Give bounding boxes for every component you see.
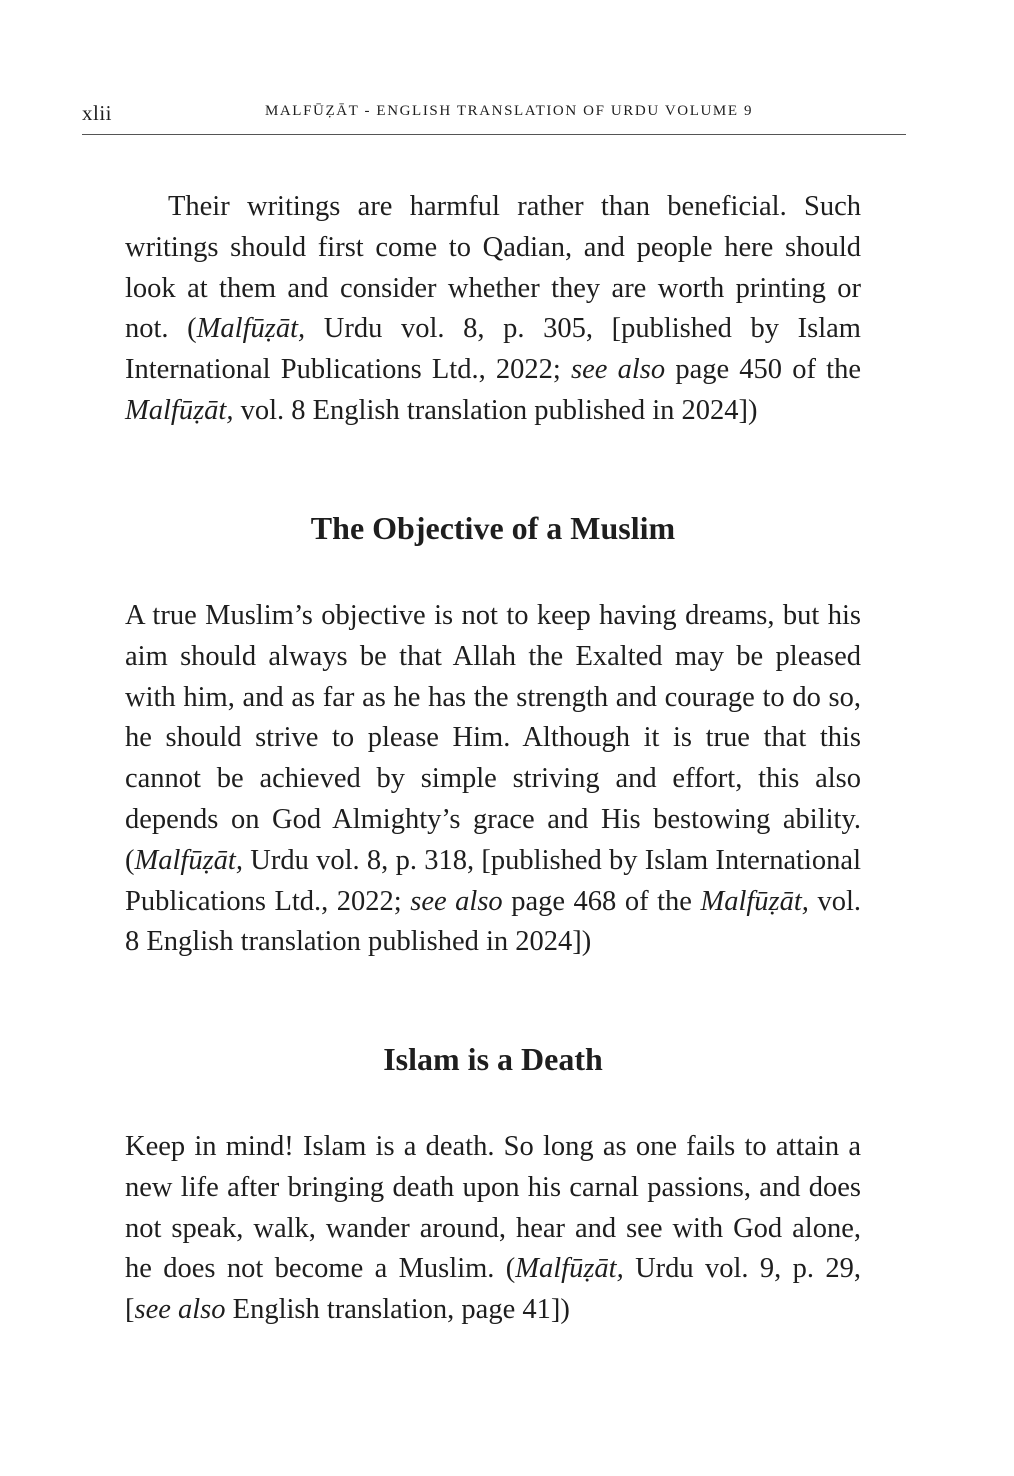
citation-title: Malfūẓāt, <box>196 313 306 345</box>
paragraph-text: Urdu vol. 9, p. 29, [ <box>125 1253 861 1326</box>
citation-see-also: see also <box>571 354 666 386</box>
paragraph-objective <box>125 596 861 963</box>
paragraph-text: vol. 8 English translation published in 2024]) <box>125 885 861 958</box>
paragraph-writings <box>125 187 861 432</box>
section-heading-objective: The Objective of a Muslim <box>310 510 676 546</box>
header-rule <box>82 134 906 135</box>
page-number: xlii <box>82 101 113 125</box>
citation-see-also: see also <box>410 885 503 917</box>
paragraph-text: Their writings are harmful rather than beneficial. Such writings should first come to Qadian, and people here should look at them and consider whether they are worth printing or not. ( <box>125 191 861 345</box>
paragraph-text: vol. 8 English translation published in 2024]) <box>233 394 758 426</box>
citation-title: Malfūẓāt, <box>700 885 809 917</box>
paragraph-text: Keep in mind! Islam is a death. So long as one fails to attain a new life after bringing death upon his carnal passions, and does not speak, walk, wander around, hear and see with God alone, he does not become a Muslim. ( <box>125 1131 861 1285</box>
running-header <box>82 101 906 129</box>
citation-title: Malfūẓāt, <box>125 394 234 426</box>
paragraph-islam-death <box>125 1127 861 1331</box>
paragraph-text: page 468 of the <box>502 885 701 917</box>
paragraph-text: A true Muslim’s objective is not to keep having dreams, but his aim should always be that Allah the Exalted may be pleased with him, and as far as he has the strength and courage to do so, he should strive to please Him. Although it is true that this cannot be achieved by simple striving and effort, this also depends on God Almighty’s grace and His bestowing ability. ( <box>125 600 861 876</box>
running-title: MALFŪẒĀT - ENGLISH TRANSLATION OF URDU VOLUME 9 <box>264 103 754 119</box>
paragraph-text: English translation, page 41]) <box>225 1294 570 1326</box>
citation-title: Malfūẓāt, <box>134 844 243 876</box>
paragraph-text: page 450 of the <box>665 354 861 386</box>
paragraph-text: Urdu vol. 8, p. 318, [published by Islam International Publications Ltd., 2022; <box>125 844 861 917</box>
paragraph-text: Urdu vol. 8, p. 305, [published by Islam International Publications Ltd., 2022; <box>125 313 861 386</box>
citation-title: Malfūẓāt, <box>515 1253 624 1285</box>
citation-see-also: see also <box>134 1294 226 1326</box>
section-heading-islam-death: Islam is a Death <box>383 1041 603 1077</box>
